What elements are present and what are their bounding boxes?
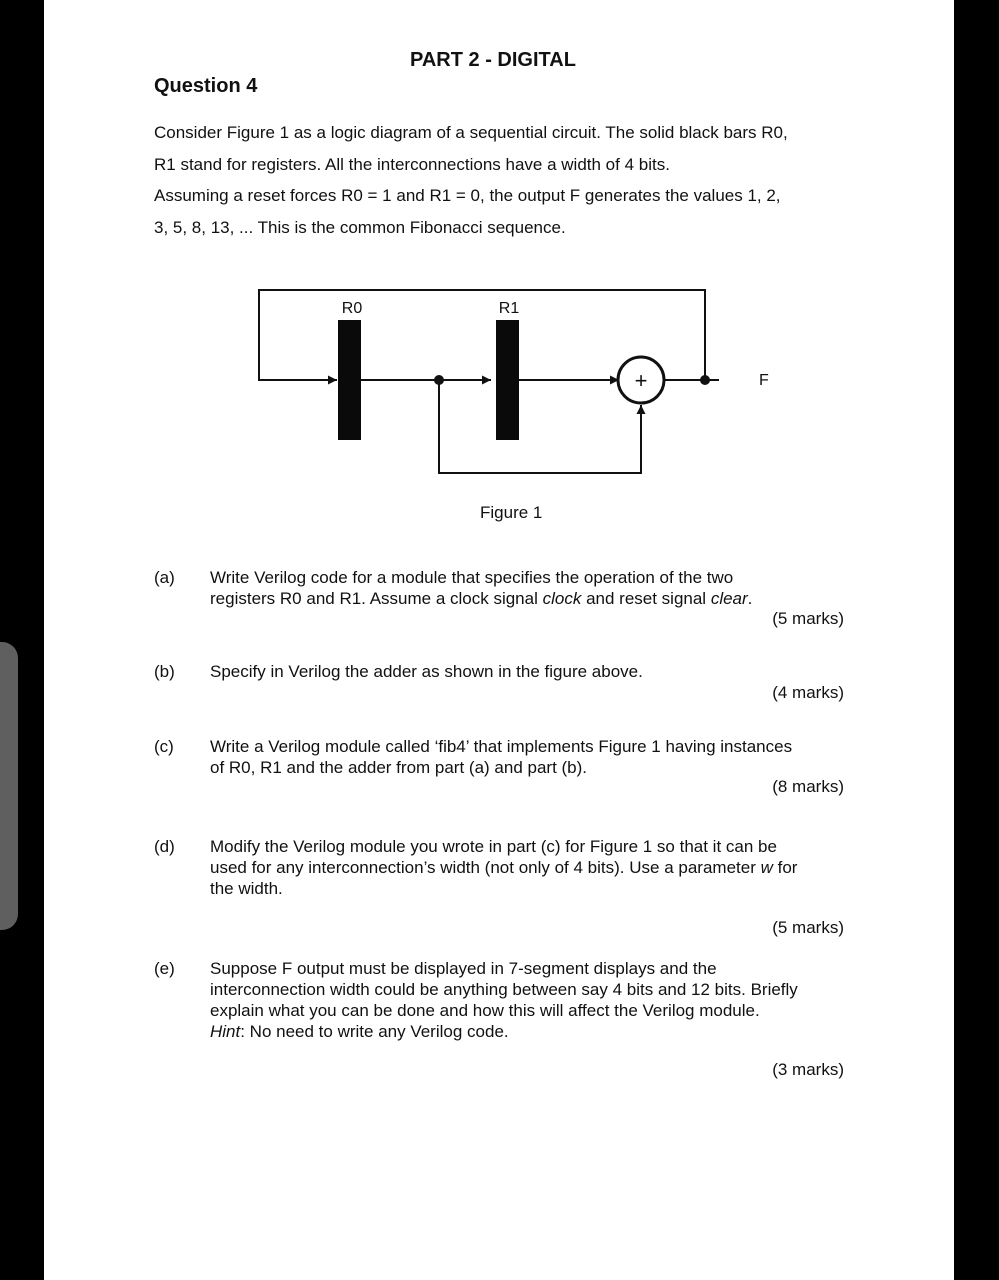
text-run: used for any interconnection’s width (not only of 4 bits). Use a parameter (210, 858, 761, 877)
part-label: (b) (154, 662, 175, 681)
text-run: : No need to write any Verilog code. (240, 1022, 509, 1041)
intro-paragraph (154, 117, 788, 243)
register-r1 (496, 320, 519, 440)
part-line: of R0, R1 and the adder from part (a) and part (b). (210, 758, 588, 777)
part-label: (d) (154, 837, 175, 856)
part-line: Write Verilog code for a module that specifies the operation of the two (210, 568, 734, 587)
marks-e: (3 marks) (772, 1060, 844, 1079)
part-line: interconnection width could be anything between say 4 bits and 12 bits. Briefly (210, 980, 798, 999)
part-line: explain what you can be done and how this will affect the Verilog module. (210, 1001, 760, 1020)
part-title: PART 2 - DIGITAL (410, 49, 576, 71)
part-line: Write a Verilog module called ‘fib4’ that implements Figure 1 having instances (210, 737, 793, 756)
output-f-text: F (759, 372, 769, 389)
part-label: (a) (154, 568, 175, 587)
part-line: the width. (210, 879, 283, 898)
register-r1-label: R1 (498, 300, 520, 317)
italic-run: w (760, 858, 773, 877)
marks-b: (4 marks) (772, 683, 844, 702)
figure-caption: Figure 1 (480, 503, 543, 522)
part-line: Suppose F output must be displayed in 7-segment displays and the (210, 959, 717, 978)
document-page (44, 0, 954, 1280)
intro-line: Assuming a reset forces R0 = 1 and R1 = 0, the output F generates the values 1, 2, (154, 186, 781, 206)
italic-run: clock (542, 589, 582, 608)
intro-line: 3, 5, 8, 13, ... This is the common Fibonacci sequence. (154, 217, 566, 237)
text-run: and reset signal (581, 589, 711, 608)
junction-dot (434, 375, 444, 385)
text-run: . (747, 589, 753, 608)
part-text (210, 736, 860, 778)
register-r0-label: R0 (341, 300, 363, 317)
figure-1-diagram (239, 280, 719, 480)
part-label: (c) (154, 737, 174, 756)
feedback-wire-bottom (439, 380, 641, 473)
register-r0 (338, 320, 361, 440)
part-text (210, 661, 860, 682)
part-text (210, 836, 860, 899)
text-run: for (772, 858, 798, 877)
intro-line: R1 stand for registers. All the interconnections have a width of 4 bits. (154, 154, 670, 174)
question-title: Question 4 (154, 75, 258, 97)
part-text (210, 958, 860, 1042)
text-run: registers R0 and R1. Assume a clock signal (210, 589, 543, 608)
intro-line: Consider Figure 1 as a logic diagram of a sequential circuit. The solid black bars R0, (154, 123, 788, 142)
italic-run: clear (710, 589, 748, 608)
side-panel-tab[interactable] (0, 642, 18, 930)
part-line: Modify the Verilog module you wrote in part (c) for Figure 1 so that it can be (210, 837, 777, 856)
adder-symbol: + (634, 368, 648, 393)
part-line (210, 857, 860, 878)
marks-d: (5 marks) (772, 918, 844, 937)
part-line (210, 1021, 860, 1042)
part-text (210, 567, 860, 609)
part-label: (e) (154, 959, 175, 978)
marks-a: (5 marks) (772, 609, 844, 628)
part-line: Specify in Verilog the adder as shown in the figure above. (210, 662, 643, 681)
italic-run: Hint (210, 1022, 241, 1041)
junction-dot (700, 375, 710, 385)
marks-c: (8 marks) (772, 777, 844, 796)
part-line (210, 588, 860, 609)
